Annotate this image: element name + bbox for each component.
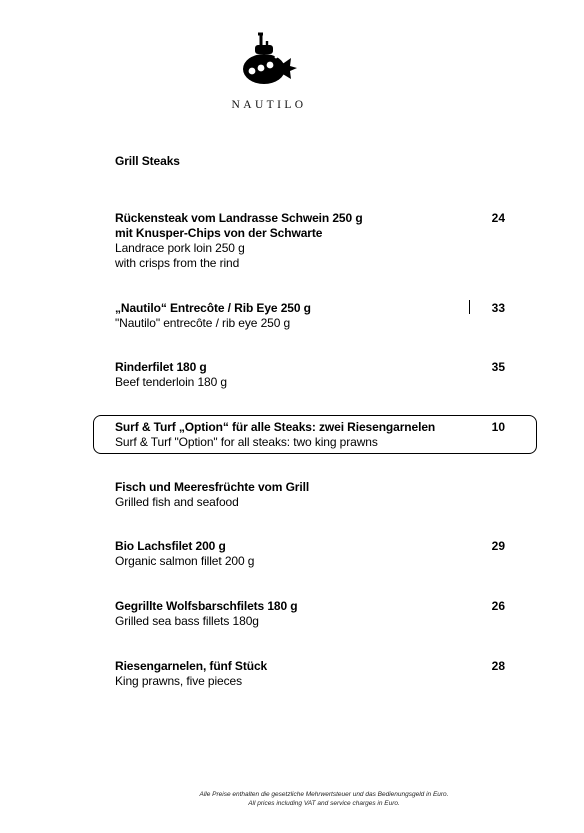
item-name-de: Surf & Turf „Option“ für alle Steaks: zwei Riesengarnelen bbox=[115, 420, 436, 434]
menu-item-sea-bass bbox=[115, 599, 505, 629]
item-name-en: Landrace pork loin 250 g bbox=[115, 241, 245, 255]
item-price: 29 bbox=[491, 539, 505, 553]
subsection-fish-seafood bbox=[115, 480, 505, 510]
item-name-de: Gegrillte Wolfsbarschfilets 180 g bbox=[115, 599, 298, 613]
item-price: 24 bbox=[491, 211, 505, 225]
footnote-en: All prices including VAT and service charges in Euro. bbox=[248, 800, 400, 807]
menu-item-pork-loin bbox=[115, 211, 505, 271]
item-name-en: Organic salmon fillet 200 g bbox=[115, 554, 255, 568]
subsection-title-en: Grilled fish and seafood bbox=[115, 495, 239, 509]
item-price: 33 bbox=[491, 301, 505, 315]
item-price: 10 bbox=[491, 420, 505, 434]
item-price: 35 bbox=[491, 360, 505, 374]
submarine-logo-icon bbox=[239, 31, 299, 91]
item-name-en: Beef tenderloin 180 g bbox=[115, 375, 227, 389]
item-name-en: King prawns, five pieces bbox=[115, 674, 242, 688]
item-name-en: "Nautilo" entrecôte / rib eye 250 g bbox=[115, 316, 291, 330]
section-title: Grill Steaks bbox=[115, 154, 180, 168]
item-name-de: Riesengarnelen, fünf Stück bbox=[115, 659, 268, 673]
footnote-de: Alle Preise enthalten die gesetzliche Mehrwertsteuer und das Bedienungsgeld in Euro. bbox=[199, 791, 449, 798]
item-name-de: „Nautilo“ Entrecôte / Rib Eye 250 g bbox=[115, 301, 311, 315]
item-name-de: Rückensteak vom Landrasse Schwein 250 g bbox=[115, 211, 363, 225]
menu-item-surf-and-turf bbox=[115, 420, 505, 450]
menu-item-king-prawns bbox=[115, 659, 505, 689]
item-name-de-line2: mit Knusper-Chips von der Schwarte bbox=[115, 226, 323, 240]
item-name-en: Grilled sea bass fillets 180g bbox=[115, 614, 259, 628]
menu-item-rib-eye bbox=[115, 301, 505, 331]
item-name-de: Rinderfilet 180 g bbox=[115, 360, 207, 374]
item-price: 28 bbox=[491, 659, 505, 673]
item-name-en: Surf & Turf "Option" for all steaks: two king prawns bbox=[115, 435, 378, 449]
item-name-de: Bio Lachsfilet 200 g bbox=[115, 539, 226, 553]
brand-name: NAUTILO bbox=[231, 99, 307, 111]
text-cursor bbox=[469, 300, 470, 314]
price-footnote bbox=[0, 790, 584, 808]
item-name-en-line2: with crisps from the rind bbox=[115, 256, 240, 270]
item-price: 26 bbox=[491, 599, 505, 613]
menu-item-beef-tenderloin bbox=[115, 360, 505, 390]
menu-item-salmon bbox=[115, 539, 505, 569]
subsection-title-de: Fisch und Meeresfrüchte vom Grill bbox=[115, 480, 310, 494]
